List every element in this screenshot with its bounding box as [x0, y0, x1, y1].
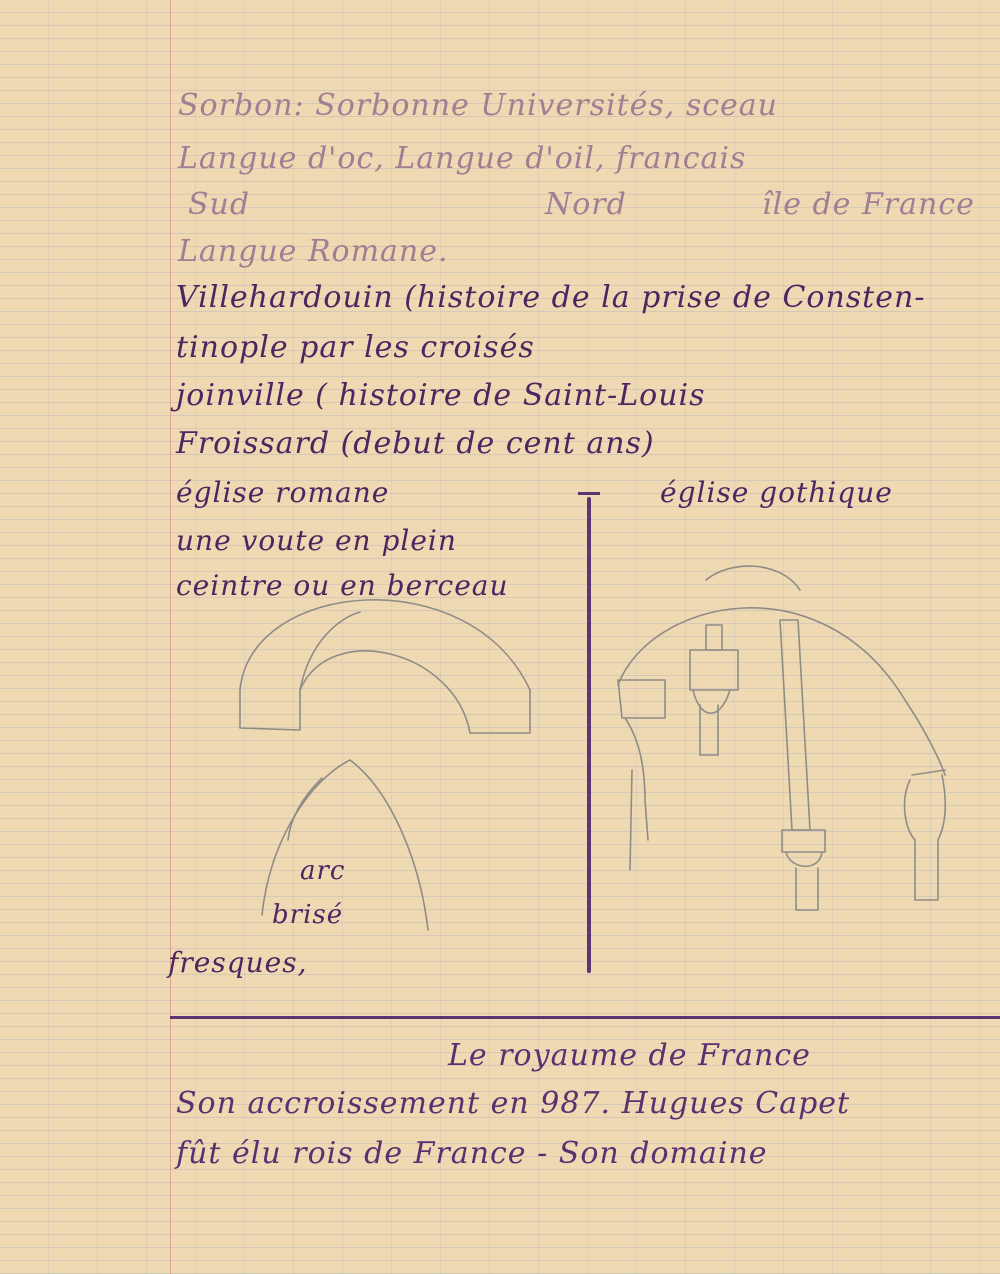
note-word-ile-de-france: île de France [762, 187, 975, 222]
note-line-villehardouin: Villehardouin (histoire de la prise de Consten- [176, 280, 926, 315]
label-arc: arc [300, 856, 346, 886]
section-title-royaume: Le royaume de France [448, 1038, 811, 1073]
heading-eglise-gothique: église gothique [660, 476, 893, 509]
note-line-tinople: tinople par les croisés [176, 330, 535, 365]
label-brise: brisé [272, 900, 344, 930]
note-word-sud: Sud [188, 187, 251, 222]
note-line-langues: Langue d'oc, Langue d'oil, francais [178, 141, 747, 176]
heading-eglise-romane: église romane [176, 476, 390, 509]
note-line-joinville: joinville ( histoire de Saint-Louis [176, 378, 706, 413]
note-line-froissard: Froissard (debut de cent ans) [176, 426, 655, 461]
note-word-nord: Nord [545, 187, 627, 222]
section-divider [170, 1016, 1000, 1019]
note-line-sorbonne: Sorbon: Sorbonne Universités, sceau [178, 88, 779, 123]
royaume-line1: Son accroissement en 987. Hugues Capet [176, 1086, 851, 1121]
romane-desc-line2: ceintre ou en berceau [176, 569, 509, 602]
note-line-langue-romane: Langue Romane. [178, 234, 449, 269]
gothic-vault-sketch [618, 566, 945, 910]
round-arch-sketch [240, 600, 530, 733]
royaume-line2: fût élu rois de France - Son domaine [176, 1136, 768, 1171]
romane-desc-line1: une voute en plein [176, 524, 457, 557]
label-fresques: fresques, [168, 946, 308, 979]
